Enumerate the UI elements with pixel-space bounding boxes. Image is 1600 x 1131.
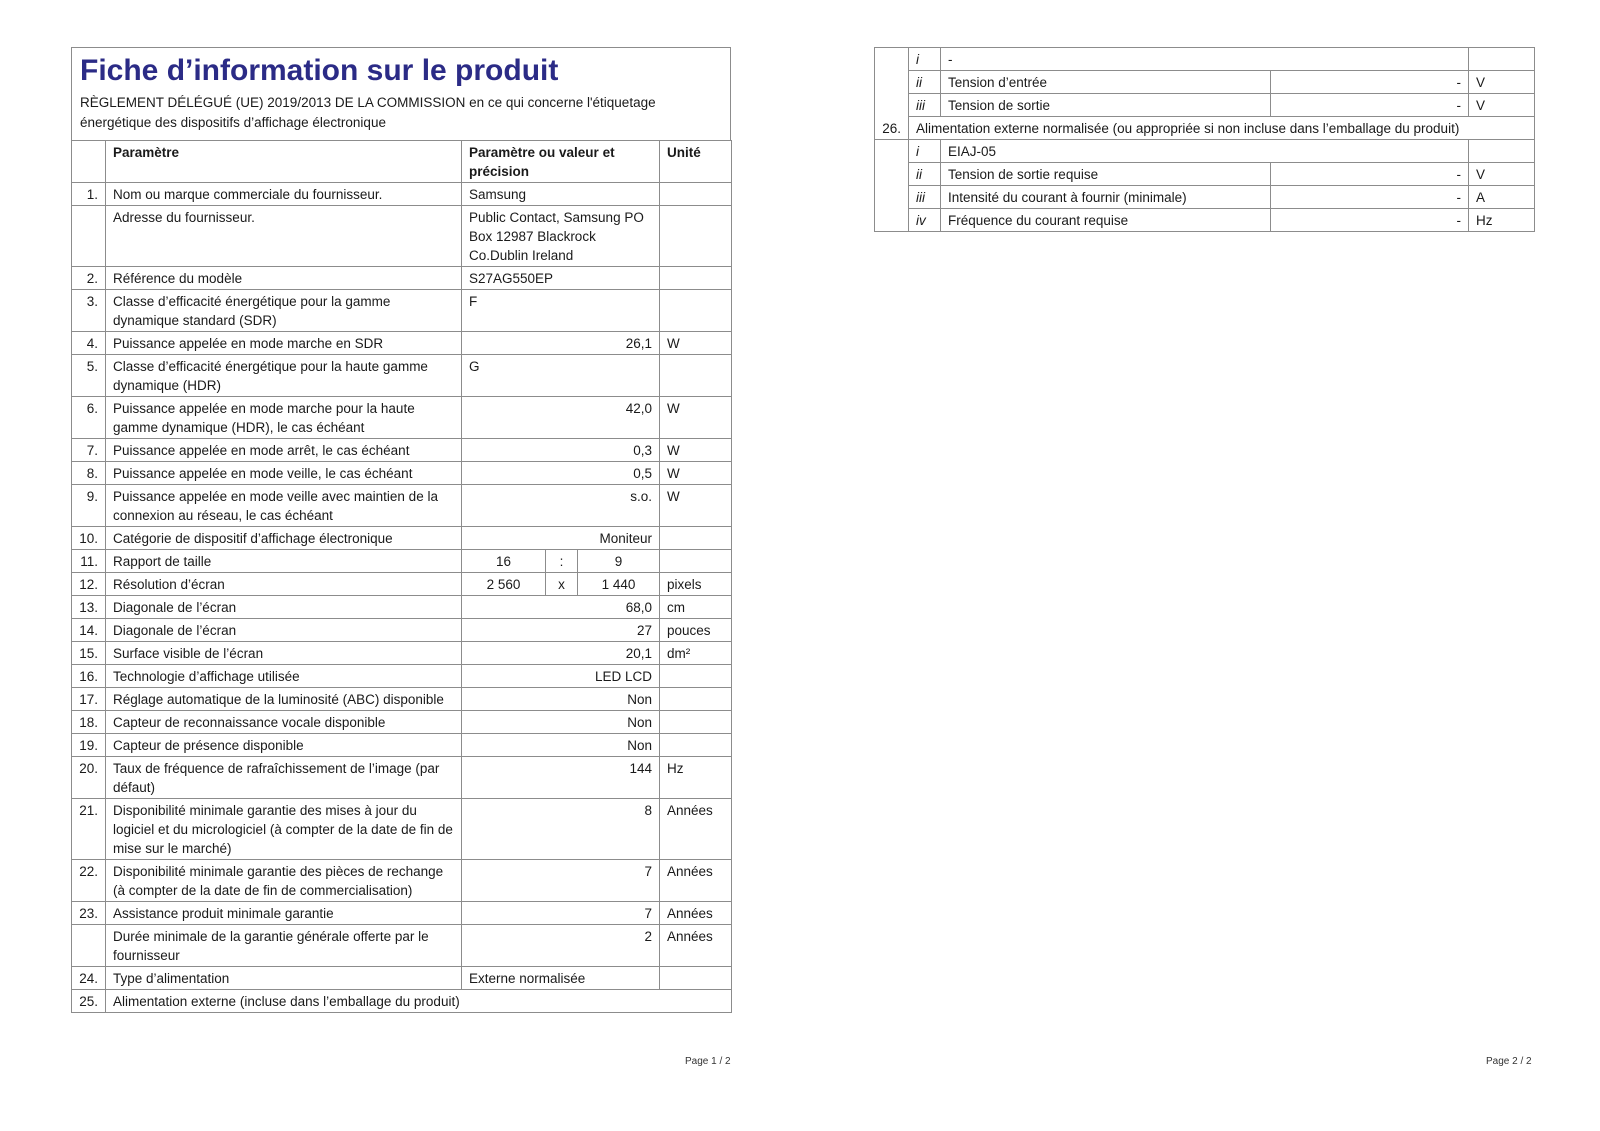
page-2 (874, 47, 1534, 232)
row-parameter: Réglage automatique de la luminosité (ABC) disponible (106, 688, 462, 711)
row-parameter: Alimentation externe (incluse dans l’emballage du produit) (106, 990, 732, 1013)
row-value: F (462, 290, 660, 332)
row-number (875, 48, 909, 71)
row-unit (1469, 48, 1535, 71)
row-value: - (1271, 94, 1469, 117)
row-unit (660, 206, 732, 267)
row-number: 5. (72, 355, 106, 397)
sub-row (875, 186, 1535, 209)
row-unit: pixels (660, 573, 732, 596)
table-row (72, 902, 732, 925)
row-value: 27 (462, 619, 660, 642)
row-value: Non (462, 688, 660, 711)
table-row (72, 925, 732, 967)
row-parameter: Assistance produit minimale garantie (106, 902, 462, 925)
row-unit (660, 688, 732, 711)
page-number-2: Page 2 / 2 (1486, 1056, 1532, 1067)
table-row (72, 688, 732, 711)
row-value-separator: : (546, 550, 578, 573)
row-value: Public Contact, Samsung PO Box 12987 Blackrock Co.Dublin Ireland (462, 206, 660, 267)
table-row (72, 573, 732, 596)
row-number (875, 94, 909, 117)
header-value: Paramètre ou valeur et précision (462, 141, 660, 183)
row-unit: W (660, 485, 732, 527)
table-row (72, 355, 732, 397)
row-value: - (1271, 209, 1469, 232)
row-value-a: 16 (462, 550, 546, 573)
table-row (72, 439, 732, 462)
row-parameter: Disponibilité minimale garantie des pièces de rechange (à compter de la date de fin de commercialisation) (106, 860, 462, 902)
row-number (875, 140, 909, 163)
row-value: 42,0 (462, 397, 660, 439)
table-row (72, 967, 732, 990)
row-number: 25. (72, 990, 106, 1013)
row-value: 0,5 (462, 462, 660, 485)
table-row (72, 397, 732, 439)
row-parameter: Taux de fréquence de rafraîchissement de l’image (par défaut) (106, 757, 462, 799)
row-parameter: Intensité du courant à fournir (minimale) (941, 186, 1271, 209)
row-unit (660, 550, 732, 573)
product-info-table (71, 140, 732, 1013)
row-number: 8. (72, 462, 106, 485)
row-unit (660, 711, 732, 734)
sub-row (875, 209, 1535, 232)
row-parameter: Technologie d’affichage utilisée (106, 665, 462, 688)
row-value: - (1271, 71, 1469, 94)
row-unit (660, 290, 732, 332)
row-number: 16. (72, 665, 106, 688)
row-unit: V (1469, 94, 1535, 117)
table-row (72, 183, 732, 206)
row-value: LED LCD (462, 665, 660, 688)
row-parameter: Puissance appelée en mode arrêt, le cas échéant (106, 439, 462, 462)
row-number: 20. (72, 757, 106, 799)
table-row (875, 117, 1535, 140)
row-parameter: Catégorie de dispositif d’affichage électronique (106, 527, 462, 550)
row-parameter: Rapport de taille (106, 550, 462, 573)
row-parameter: Surface visible de l’écran (106, 642, 462, 665)
document-subtitle: RÈGLEMENT DÉLÉGUÉ (UE) 2019/2013 DE LA COMMISSION en ce qui concerne l'étiquetage énergétique des dispositifs d’affichage électronique (80, 95, 656, 130)
row-number: 9. (72, 485, 106, 527)
row-value: Non (462, 734, 660, 757)
row-unit (660, 183, 732, 206)
sub-index: i (909, 48, 941, 71)
row-parameter: Tension d’entrée (941, 71, 1271, 94)
table-row (72, 665, 732, 688)
row-number (875, 209, 909, 232)
row-number (875, 186, 909, 209)
row-unit (660, 267, 732, 290)
table-row (72, 990, 732, 1013)
table-row (72, 619, 732, 642)
row-number: 15. (72, 642, 106, 665)
row-number: 6. (72, 397, 106, 439)
row-unit: Années (660, 925, 732, 967)
row-unit: V (1469, 163, 1535, 186)
row-number: 1. (72, 183, 106, 206)
row-value: 2 (462, 925, 660, 967)
row-number: 2. (72, 267, 106, 290)
row-parameter: Classe d’efficacité énergétique pour la gamme dynamique standard (SDR) (106, 290, 462, 332)
table-row (72, 462, 732, 485)
row-unit: V (1469, 71, 1535, 94)
row-number (875, 163, 909, 186)
row-unit: dm² (660, 642, 732, 665)
sub-index: iii (909, 94, 941, 117)
row-unit: A (1469, 186, 1535, 209)
row-value: S27AG550EP (462, 267, 660, 290)
row-number: 17. (72, 688, 106, 711)
row-value: Moniteur (462, 527, 660, 550)
row-parameter: Puissance appelée en mode marche en SDR (106, 332, 462, 355)
row-parameter: Capteur de reconnaissance vocale disponible (106, 711, 462, 734)
row-unit: W (660, 462, 732, 485)
row-unit: Années (660, 902, 732, 925)
row-parameter: Puissance appelée en mode veille, le cas échéant (106, 462, 462, 485)
sub-index: i (909, 140, 941, 163)
row-value-separator: x (546, 573, 578, 596)
row-number (72, 925, 106, 967)
sub-index: ii (909, 71, 941, 94)
row-unit: W (660, 332, 732, 355)
table-row (72, 642, 732, 665)
row-number: 22. (72, 860, 106, 902)
row-unit (660, 967, 732, 990)
row-unit (660, 665, 732, 688)
sub-row (875, 71, 1535, 94)
document-title: Fiche d’information sur le produit (80, 54, 559, 87)
header-unit: Unité (660, 141, 732, 183)
row-value: 20,1 (462, 642, 660, 665)
sub-index: ii (909, 163, 941, 186)
table-row (72, 332, 732, 355)
row-value: 7 (462, 902, 660, 925)
row-parameter: Durée minimale de la garantie générale offerte par le fournisseur (106, 925, 462, 967)
row-parameter: Nom ou marque commerciale du fournisseur. (106, 183, 462, 206)
table-row (72, 485, 732, 527)
row-parameter: Diagonale de l’écran (106, 596, 462, 619)
table-row (72, 206, 732, 267)
row-number: 24. (72, 967, 106, 990)
sub-index: iv (909, 209, 941, 232)
row-value: Externe normalisée (462, 967, 660, 990)
table-row (72, 596, 732, 619)
row-value: 68,0 (462, 596, 660, 619)
sub-row (875, 48, 1535, 71)
row-value: 7 (462, 860, 660, 902)
row-unit (660, 527, 732, 550)
row-unit: Hz (1469, 209, 1535, 232)
table-row (72, 734, 732, 757)
row-parameter: Classe d’efficacité énergétique pour la haute gamme dynamique (HDR) (106, 355, 462, 397)
row-number: 12. (72, 573, 106, 596)
row-parameter: Diagonale de l’écran (106, 619, 462, 642)
row-value-a: 2 560 (462, 573, 546, 596)
row-value-b: 9 (578, 550, 660, 573)
row-value: G (462, 355, 660, 397)
table-header-row (72, 141, 732, 183)
row-number: 10. (72, 527, 106, 550)
row-number: 26. (875, 117, 909, 140)
table-row (72, 267, 732, 290)
header-parameter: Paramètre (106, 141, 462, 183)
page-number-1: Page 1 / 2 (685, 1056, 731, 1067)
row-number: 4. (72, 332, 106, 355)
row-parameter: Capteur de présence disponible (106, 734, 462, 757)
row-number (875, 71, 909, 94)
row-parameter: Fréquence du courant requise (941, 209, 1271, 232)
row-number: 18. (72, 711, 106, 734)
header-number (72, 141, 106, 183)
row-value: Non (462, 711, 660, 734)
row-unit: pouces (660, 619, 732, 642)
sub-row (875, 163, 1535, 186)
sub-row (875, 94, 1535, 117)
row-unit: Hz (660, 757, 732, 799)
row-value: 26,1 (462, 332, 660, 355)
table-row (72, 799, 732, 860)
row-number: 13. (72, 596, 106, 619)
title-block (71, 47, 731, 140)
row-value: 8 (462, 799, 660, 860)
row-value: - (1271, 186, 1469, 209)
table-row (72, 757, 732, 799)
row-unit (1469, 140, 1535, 163)
row-value: 0,3 (462, 439, 660, 462)
table-row (72, 711, 732, 734)
row-parameter: Type d’alimentation (106, 967, 462, 990)
sub-index: iii (909, 186, 941, 209)
row-value: 144 (462, 757, 660, 799)
row-number: 14. (72, 619, 106, 642)
sub-row (875, 140, 1535, 163)
row-unit: W (660, 397, 732, 439)
row-number: 3. (72, 290, 106, 332)
row-parameter: EIAJ-05 (941, 140, 1469, 163)
row-unit: W (660, 439, 732, 462)
row-number: 11. (72, 550, 106, 573)
row-parameter: Puissance appelée en mode marche pour la haute gamme dynamique (HDR), le cas échéant (106, 397, 462, 439)
row-number: 19. (72, 734, 106, 757)
row-number: 23. (72, 902, 106, 925)
row-value: - (1271, 163, 1469, 186)
row-unit: Années (660, 860, 732, 902)
page-1 (71, 47, 731, 1013)
row-value-b: 1 440 (578, 573, 660, 596)
row-number: 7. (72, 439, 106, 462)
row-parameter: Puissance appelée en mode veille avec maintien de la connexion au réseau, le cas échéant (106, 485, 462, 527)
row-unit (660, 355, 732, 397)
row-parameter: Tension de sortie (941, 94, 1271, 117)
table-row (72, 290, 732, 332)
table-row (72, 550, 732, 573)
table-row (72, 527, 732, 550)
product-info-table-continued (874, 47, 1535, 232)
table-row (72, 860, 732, 902)
row-value: Samsung (462, 183, 660, 206)
row-unit (660, 734, 732, 757)
row-parameter: Adresse du fournisseur. (106, 206, 462, 267)
row-unit: Années (660, 799, 732, 860)
row-unit: cm (660, 596, 732, 619)
row-number (72, 206, 106, 267)
row-parameter: Résolution d’écran (106, 573, 462, 596)
row-value: s.o. (462, 485, 660, 527)
row-parameter: Référence du modèle (106, 267, 462, 290)
row-parameter: Tension de sortie requise (941, 163, 1271, 186)
row-parameter: Disponibilité minimale garantie des mises à jour du logiciel et du micrologiciel (à compter de la date de fin de mise sur le marché) (106, 799, 462, 860)
row-number: 21. (72, 799, 106, 860)
row-parameter: Alimentation externe normalisée (ou appropriée si non incluse dans l’emballage du produit) (909, 117, 1535, 140)
row-parameter: - (941, 48, 1469, 71)
